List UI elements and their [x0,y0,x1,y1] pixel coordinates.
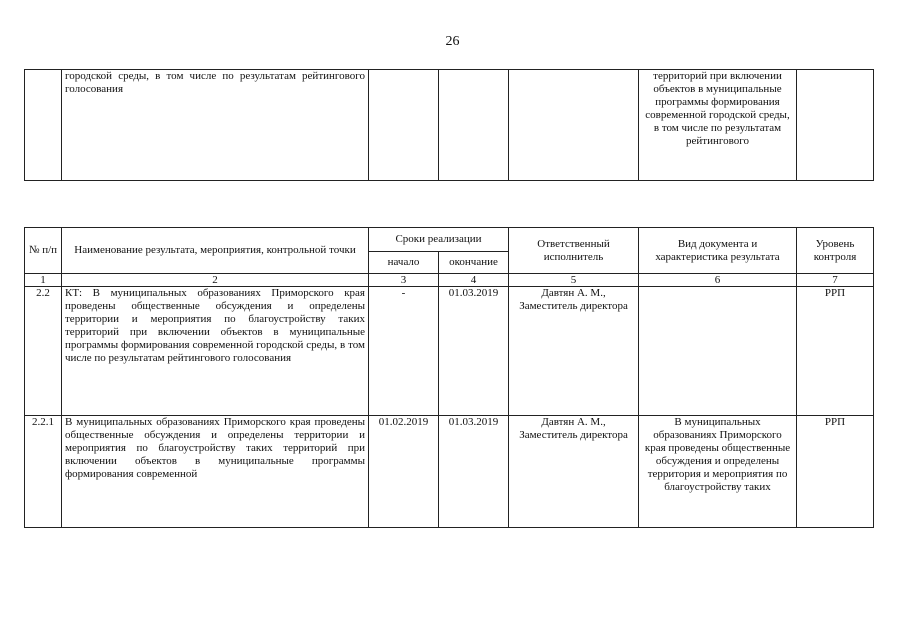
column-number: 5 [509,274,639,287]
column-number: 1 [25,274,62,287]
row-end: 01.03.2019 [439,287,509,416]
column-number: 4 [439,274,509,287]
table-row [25,287,874,416]
cell-end [439,70,509,181]
row-num: 2.2.1 [25,416,62,528]
column-number-row [25,274,874,287]
column-number: 7 [797,274,874,287]
header-name: Наименование результата, мероприятия, контрольной точки [62,228,369,274]
column-number: 2 [62,274,369,287]
cell-responsible [509,70,639,181]
row-name: КТ: В муниципальных образованиях Приморского края проведены общественные обсуждения и определены территории и мероприятия по благоустройству таких территорий при включении объектов в муниципальные программы формирования современной городской среды, в том числе по результатам рейтингового голосования [62,287,369,416]
cell-num [25,70,62,181]
row-start: 01.02.2019 [369,416,439,528]
table-row [25,416,874,528]
row-num: 2.2 [25,287,62,416]
header-document: Вид документа и характеристика результата [639,228,797,274]
column-number: 6 [639,274,797,287]
table-row [25,70,874,181]
cell-control [797,70,874,181]
column-number: 3 [369,274,439,287]
page-number: 26 [445,34,460,49]
cell-document: территорий при включении объектов в муниципальные программы формирования современной городской среды, в том числе по результатам рейтингового [639,70,797,181]
row-document [639,287,797,416]
header-responsible: Ответственный исполнитель [509,228,639,274]
row-control: РРП [797,287,874,416]
header-end: окончание [439,252,509,274]
continuation-table [24,69,874,181]
header-control: Уровень контроля [797,228,874,274]
row-name: В муниципальных образованиях Приморского края проведены общественные обсуждения и определены территории и мероприятия по благоустройству таких территорий при включении объектов в муниципальные программы формирования современной [62,416,369,528]
header-start: начало [369,252,439,274]
row-responsible: Давтян А. М., Заместитель директора [509,416,639,528]
header-num: № п/п [25,228,62,274]
row-end: 01.03.2019 [439,416,509,528]
row-responsible: Давтян А. М., Заместитель директора [509,287,639,416]
row-control: РРП [797,416,874,528]
header-period: Сроки реализации [369,228,509,252]
row-document: В муниципальных образованиях Приморского края проведены общественные обсуждения и определены территория и мероприятия по благоустройству таких [639,416,797,528]
row-start: - [369,287,439,416]
cell-name: городской среды, в том числе по результатам рейтингового голосования [62,70,369,181]
control-points-table [24,227,874,528]
cell-start [369,70,439,181]
